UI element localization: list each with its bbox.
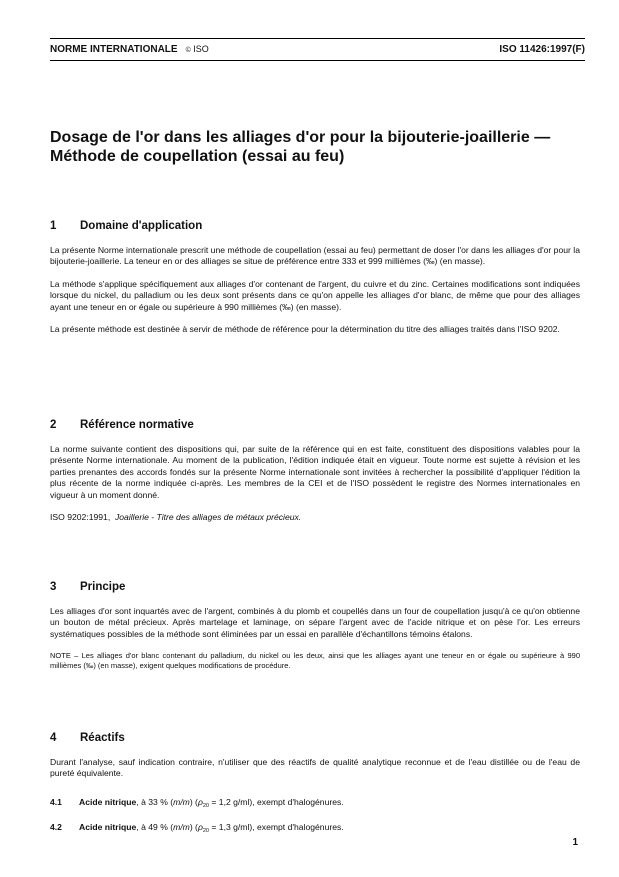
section-2 (50, 418, 580, 523)
header-standard-code: ISO 11426:1997(F) (499, 44, 585, 55)
header-copyright (186, 44, 209, 54)
paragraph: La norme suivante contient des dispositions qui, par suite de la référence qui en est faite, constituent des dispositions valables pour la présente Norme internationale. Au moment de la publication, l'édition indiquée était en vigueur. Toute norme est sujette à révision et les parties prenantes des accords fondés sur la présente Norme internationale sont invitées à rechercher la possibilité d'appliquer l'édition la plus récente de la norme indiquée ci-après. Les membres de la CEI et de l'ISO possèdent le registre des Normes internationales en vigueur à un moment donné. (50, 444, 580, 500)
item-number: 4.1 (50, 797, 62, 807)
section-heading (50, 731, 580, 745)
header-standard-type: NORME INTERNATIONALE (50, 44, 178, 55)
section-title: Réactifs (80, 732, 125, 744)
title-line-1: Dosage de l'or dans les alliages d'or pour la bijouterie-joaillerie — (50, 129, 551, 146)
section-heading (50, 418, 580, 432)
section-number: 4 (50, 732, 57, 744)
title-line-2: Méthode de coupellation (essai au feu) (50, 148, 345, 165)
section-number: 2 (50, 419, 57, 431)
item-name: Acide nitrique (79, 797, 137, 807)
section-heading (50, 219, 580, 233)
section-title: Référence normative (80, 419, 194, 431)
paragraph: Les alliages d'or sont inquartés avec de l'argent, combinés à du plomb et coupellés dans un four de coupellation jusqu'à ce qu'on obtienne un bouton de métal précieux. Après martelage et laminage, on sépare l'argent avec de l'acide nitrique et on pèse l'or. Les erreurs systématiques possibles de la méthode sont éliminées par un essai en parallèle d'échantillons témoins étalons. (50, 606, 580, 639)
reagent-item-4-1: 4.1 Acide nitrique, à 33 % (m/m) ($\rho_{20} = 1,2$ g/ml), exempt d'halogénures. (50, 797, 344, 809)
section-4 (50, 731, 580, 780)
page-number: 1 (572, 837, 578, 848)
paragraph: La méthode s'applique spécifiquement aux alliages d'or contenant de l'argent, du cuivre et du zinc. Certaines modifications sont indiquées lorsque du nickel, du palladium ou les deux sont présents dans ce qu'on appelle les alliages d'or blanc, de même que pour des alliages ayant une teneur en or égale ou supérieure à 990 millièmes (‰) (en masse). (50, 278, 580, 312)
section-heading (50, 580, 580, 594)
reagent-item-4-2: 4.2 Acide nitrique, à 49 % (m/m) ($\rho_{20} = 1,3$ g/ml), exempt d'halogénures. (50, 822, 344, 834)
document-title (50, 128, 590, 166)
copyright-symbol: © (185, 47, 191, 54)
normative-reference (50, 512, 580, 523)
reference-code: ISO 9202:1991, (50, 512, 111, 523)
reference-title: Joaillerie - Titre des alliages de métaux précieux. (114, 512, 302, 523)
item-name: Acide nitrique (79, 822, 137, 832)
item-number: 4.2 (50, 822, 62, 832)
running-header (50, 38, 585, 61)
section-3 (50, 580, 580, 679)
paragraph: La présente méthode est destinée à servir de méthode de référence pour la détermination du titre des alliages traités dans l'ISO 9202. (50, 324, 560, 335)
section-1 (50, 219, 580, 335)
section-number: 1 (50, 220, 57, 232)
section-title: Principe (80, 581, 126, 593)
paragraph: La présente Norme internationale prescrit une méthode de coupellation (essai au feu) permettant de doser l'or dans les alliages d'or pour la bijouterie-joaillerie. La teneur en or des alliages se situe de préférence entre 333 et 999 millièmes (‰) (en masse). (50, 245, 580, 267)
section-number: 3 (50, 581, 57, 593)
section-title: Domaine d'application (80, 220, 203, 232)
copyright-org: ISO (193, 44, 209, 54)
note: NOTE – Les alliages d'or blanc contenant du palladium, du nickel ou les deux, ainsi que les alliages ayant une teneur en or égale ou supérieure à 990 millièmes (‰) (en masse), exigent quelques modifications de procédure. (50, 651, 580, 671)
paragraph: Durant l'analyse, sauf indication contraire, n'utiliser que des réactifs de qualité analytique reconnue et de l'eau distillée ou de l'eau de pureté équivalente. (50, 757, 580, 779)
